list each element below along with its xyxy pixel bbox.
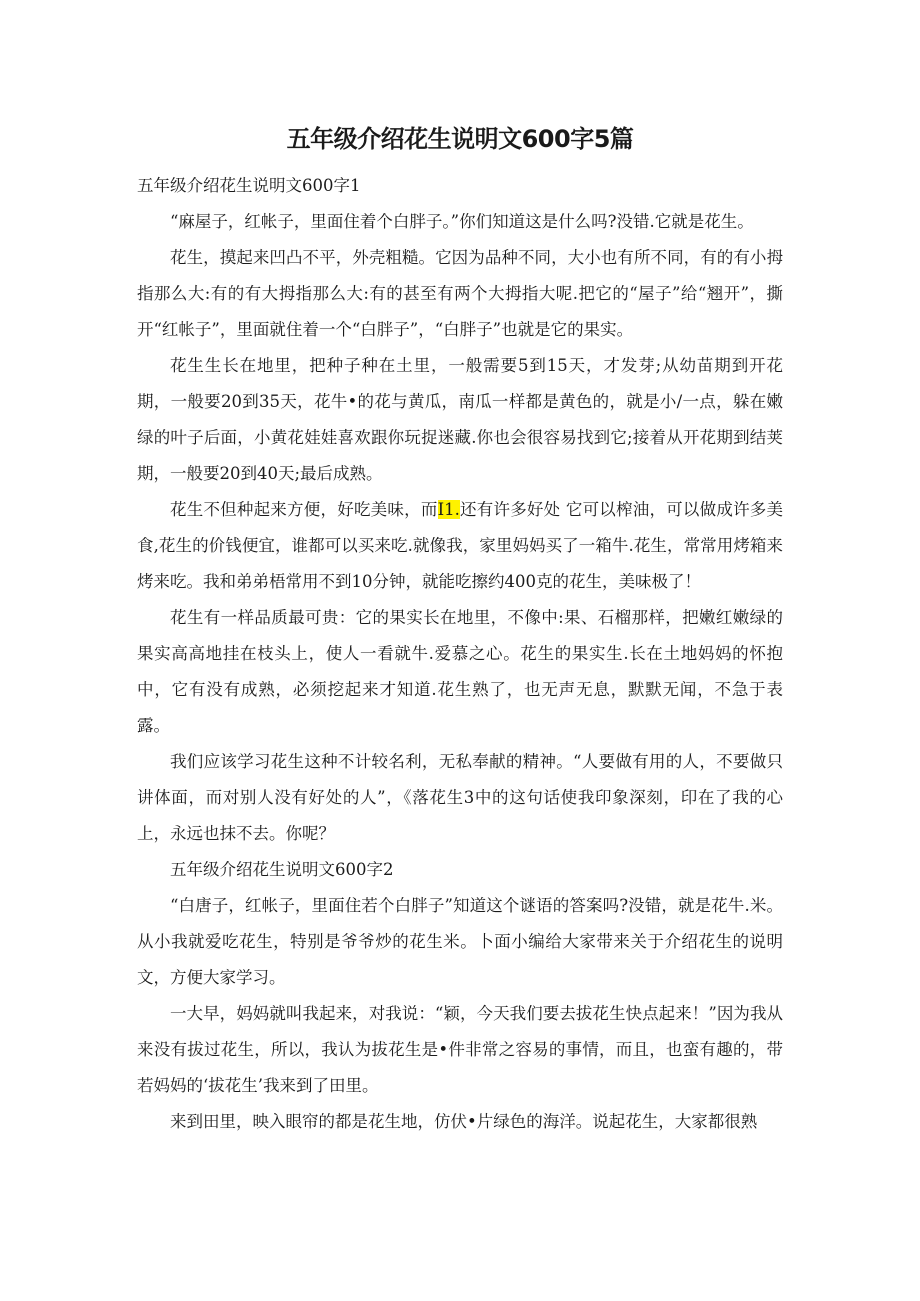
paragraph: “白唐子，红帐子，里面住若个白胖子”知道这个谜语的答案吗?没错，就是花牛.米。从小我就爱吃花生，特别是爷爷炒的花生米。卜面小编给大家带来关于介绍花生的说明文，方便大家学习。 xyxy=(137,896,783,987)
paragraph: 来到田里，映入眼帘的都是花生地，仿伏•片绿色的海洋。说起花生，大家都很熟 xyxy=(170,1112,758,1131)
paragraph: “麻屋子，红帐子，里面住着个白胖子。”你们知道这是什么吗?没错.它就是花生。 xyxy=(170,212,754,231)
paragraph: 花生生长在地里，把种子种在土里，一般需要5到15天，才发芽;从幼苗期到开花期，一般要20到35天，花牛•的花与黄瓜，南瓜一样都是黄色的，就是小/一点，躲在嫩绿的叶子后面，小黄花娃娃喜欢跟你玩捉迷藏.你也会很容易找到它;接着从开花期到结荚期，一般要20到40天;最后成熟。 xyxy=(137,356,783,483)
paragraph: 花生，摸起来凹凸不平，外壳粗糙。它因为品种不同，大小也有所不同，有的有小拇指那么大:有的有大拇指那么大:有的甚至有两个大拇指大呢.把它的“屋子”给“翘开”，撕开“红帐子”，里面就住着一个“白胖子”，“白胖子”也就是它的果实。 xyxy=(137,248,783,339)
document-body xyxy=(137,168,783,1140)
section-heading-1: 五年级介绍花生说明文600字1 xyxy=(137,176,361,195)
paragraph: 一大早，妈妈就叫我起来，对我说：“颖，今天我们要去拔花生快点起来！”因为我从来没有拔过花生，所以，我认为拔花生是•件非常之容易的事情，而且，也蛮有趣的，带若妈妈的‘拔花生’我来到了田里。 xyxy=(137,1004,783,1095)
paragraph: 花生有一样品质最可贵：它的果实长在地里，不像中:果、石榴那样，把嫩红嫩绿的果实高高地挂在枝头上，使人一看就牛.爱慕之心。花生的果实生.长在土地妈妈的怀抱中，它有没有成熟，必须挖起来才知道.花生熟了，也无声无息，默默无闻，不急于表露。 xyxy=(137,608,783,735)
paragraph-with-highlight xyxy=(137,492,783,600)
document-title: 五年级介绍花生说明文600字5篇 xyxy=(286,125,634,153)
highlighted-text: I1. xyxy=(437,500,460,519)
section-heading-2: 五年级介绍花生说明文600字2 xyxy=(170,860,394,879)
paragraph: 我们应该学习花生这种不计较名利，无私奉献的精神。“人要做有用的人，不要做只讲体面，而对别人没有好处的人”，《落花生3中的这句话使我印象深刻，印在了我的心上，永远也抹不去。你呢？ xyxy=(137,752,783,843)
paragraph-text: 还有许多好处 它可以榨油，可以做成许多美食,花生的价钱便宜，谁都可以买来吃.就像我，家里妈妈买了一箱牛.花生，常常用烤箱来烤来吃。我和弟弟梧常用不到10分钟，就能吃擦约400克的花生，美味极了！ xyxy=(137,500,784,591)
paragraph-text: 花生不但种起来方便，好吃美味，而 xyxy=(170,500,438,519)
